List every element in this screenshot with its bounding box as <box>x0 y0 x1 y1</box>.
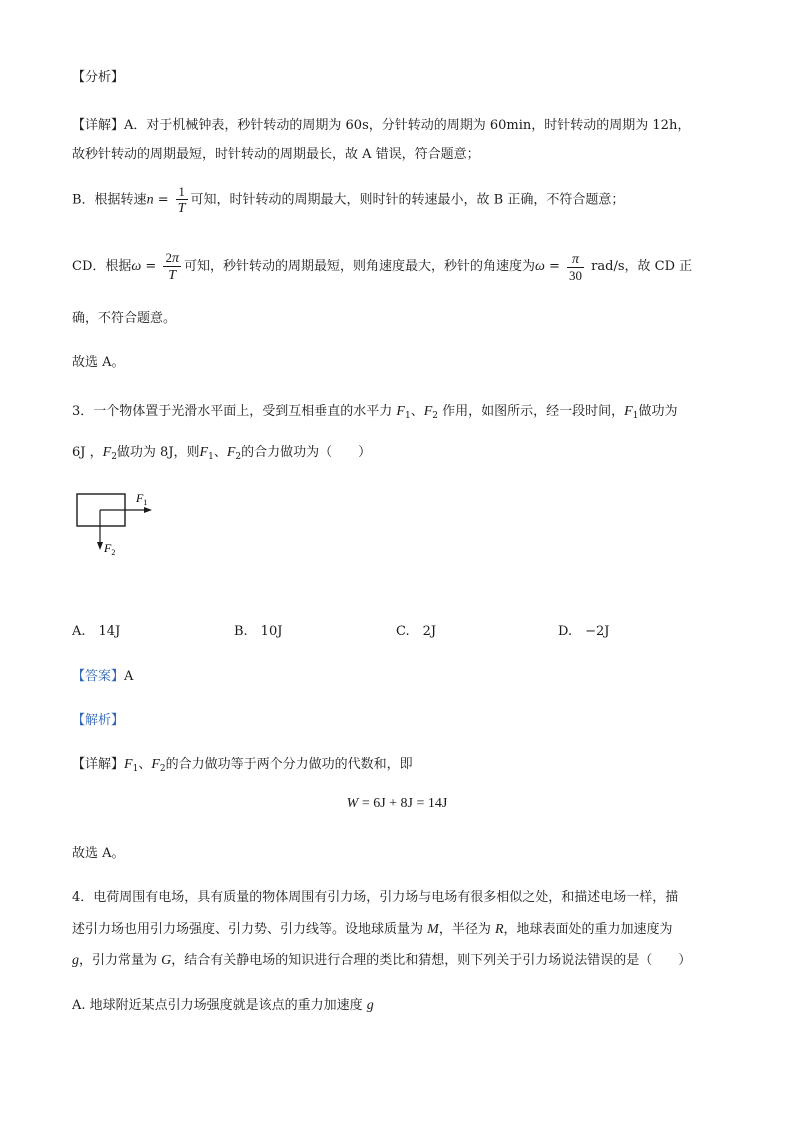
equals: = <box>544 259 565 274</box>
q4-option-a[interactable]: A. 地球附近某点引力场强度就是该点的重力加速度 g <box>72 998 374 1013</box>
f1-label: $F_1$ <box>136 491 148 507</box>
detail-a-line2 <box>72 143 480 162</box>
answer-value: A <box>124 669 134 684</box>
option-cd-explain <box>72 250 692 283</box>
detail-2: 【详解】$F_1$、$F_2$的合力做功等于两个分力做功的代数和，即 <box>72 757 413 774</box>
f1-arrowhead <box>144 507 152 513</box>
frac-num: 1 <box>178 184 185 199</box>
answer-line <box>72 665 133 684</box>
option-b-pre: B．根据转速 <box>72 192 147 208</box>
fraction-1-over-t <box>176 184 188 216</box>
force-diagram <box>70 486 180 566</box>
frac-den: 30 <box>569 267 583 283</box>
fraction-2pi-over-t <box>163 250 181 283</box>
detail-a-line1 <box>72 114 690 133</box>
q4-line1: 4．电荷周围有电场，具有质量的物体周围有引力场，引力场与电场有很多相似之处，和描述电场一样，描 <box>72 890 679 905</box>
answer-tag: 【答案】 <box>72 669 125 684</box>
f2-label: $F_2$ <box>104 541 116 557</box>
q3-option-a[interactable]: A. 14J <box>72 624 121 639</box>
q3-line1: 3．一个物体置于光滑水平面上，受到互相垂直的水平力 $F_1$、$F_2$ 作用，如图所示，经一段时间，$F_1$做功为 <box>72 404 678 421</box>
option-cd-mid: 可知，秒针转动的周期最短，则角速度最大，秒针的角速度为 <box>183 259 535 274</box>
explain-heading <box>72 709 124 728</box>
frac-den: T <box>177 201 186 216</box>
n-var: n <box>146 192 154 208</box>
analysis-heading <box>72 66 124 85</box>
explain-tag: 【解析】 <box>72 713 125 728</box>
detail-tag: 【详解】 <box>72 118 125 133</box>
option-b-explain <box>72 184 624 216</box>
equals: = <box>141 259 161 274</box>
work-formula: W = 6J + 8J = 14J <box>346 796 448 811</box>
equals: = <box>153 192 173 208</box>
detail-a-text: A．对于机械钟表，秒针转动的周期为 60s，分针转动的周期为 60min，时针转动的周期为 12h， <box>124 118 691 133</box>
q3-option-d[interactable]: D. −2J <box>558 624 610 639</box>
option-b-post: 可知，时针转动的周期最大，则时针的转速最小，故 B 正确，不符合题意； <box>190 192 625 208</box>
analysis-tag: 【分析】 <box>72 70 125 85</box>
q4-line3: g，引力常量为 G，结合有关静电场的知识进行合理的类比和猜想，则下列关于引力场说法错误的是（ ） <box>72 953 692 968</box>
omega-var2: ω <box>534 259 545 274</box>
f2-arrowhead <box>97 542 103 550</box>
option-cd-line2: 确，不符合题意。 <box>72 311 177 326</box>
frac-num: 2π <box>165 250 179 266</box>
q4-line2: 述引力场也用引力场强度、引力势、引力线等。设地球质量为 M，半径为 R，地球表面处的重力加速度为 <box>72 922 673 937</box>
choose-1: 故选 A。 <box>72 355 125 370</box>
detail-a-text2: 故秒针转动的周期最短，时针转动的周期最长，故 A 错误，符合题意； <box>72 147 480 162</box>
frac-num: π <box>572 251 580 267</box>
frac-den: T <box>163 266 181 283</box>
q3-option-b[interactable]: B. 10J <box>234 624 283 639</box>
option-cd-post: rad/s，故 CD 正 <box>587 259 693 274</box>
choose-2: 故选 A。 <box>72 846 125 861</box>
q3-line2: 6J ，$F_2$做功为 8J，则$F_1$、$F_2$的合力做功为（ ） <box>72 445 372 462</box>
fraction-pi-over-30 <box>567 251 584 283</box>
omega-var: ω <box>131 259 142 274</box>
q3-option-c[interactable]: C. 2J <box>396 624 437 639</box>
option-cd-pre: CD．根据 <box>72 259 132 274</box>
